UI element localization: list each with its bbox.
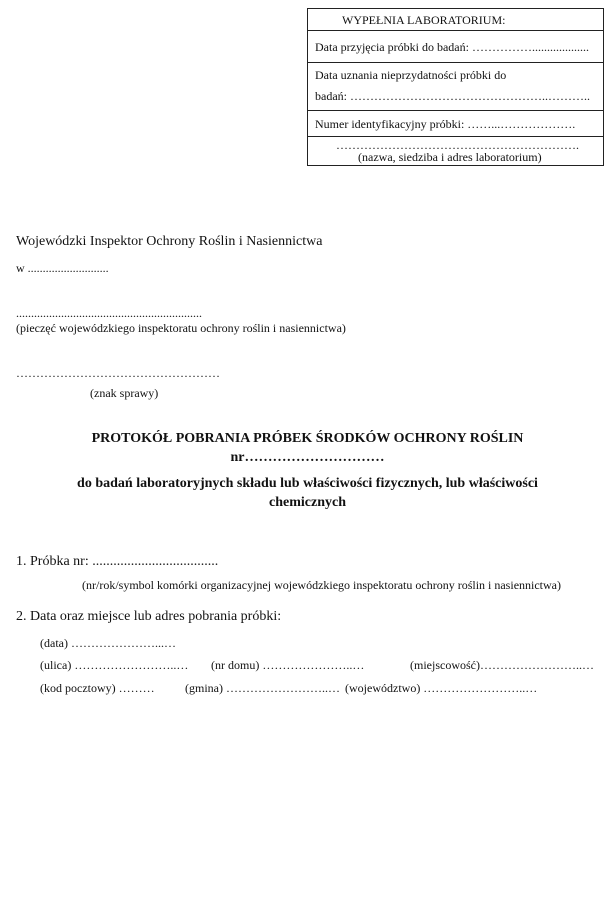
lab-header-row <box>308 9 603 31</box>
lab-header: WYPEŁNIA LABORATORIUM: <box>342 13 506 27</box>
unsuitability-date-field[interactable]: badań: …………………………………………..……….. <box>315 89 590 103</box>
postal-code-field[interactable]: (kod pocztowy) ……… <box>40 681 155 695</box>
unsuitability-label: Data uznania nieprzydatności próbki do <box>315 68 507 82</box>
protocol-title: PROTOKÓŁ POBRANIA PRÓBEK ŚRODKÓW OCHRONY ROŚLIN <box>91 431 524 446</box>
street-field[interactable]: (ulica) ……………………..… <box>40 658 189 672</box>
authority-title: Wojewódzki Inspektor Ochrony Roślin i Nasiennictwa <box>16 234 323 249</box>
protocol-subtitle-cont: chemicznych <box>269 495 346 510</box>
protocol-number-field[interactable]: nr………………………… <box>230 450 385 465</box>
sample-number-caption: (nr/rok/symbol komórki organizacyjnej wojewódzkiego inspektoratu ochrony roślin i nasiennictwa) <box>82 578 561 592</box>
gmina-field[interactable]: (gmina) ……………………..… <box>185 681 340 695</box>
sample-number-field[interactable]: 1. Próbka nr: .................................... <box>16 554 219 569</box>
sampling-place-heading: 2. Data oraz miejsce lub adres pobrania próbki: <box>16 609 282 624</box>
laboratory-box <box>307 8 604 166</box>
lab-name-field[interactable]: ……………………………………………………. <box>336 138 579 152</box>
sample-id-field[interactable]: Numer identyfikacyjny próbki: ……...………………. <box>315 117 576 131</box>
lab-name-caption: (nazwa, siedziba i adres laboratorium) <box>358 150 542 164</box>
protocol-subtitle: do badań laboratoryjnych składu lub właściwości fizycznych, lub właściwości <box>77 476 538 491</box>
lab-receipt-row <box>308 31 603 63</box>
case-number-caption: (znak sprawy) <box>90 386 159 400</box>
authority-location-field[interactable]: w ........................... <box>16 261 109 275</box>
stamp-caption: (pieczęć wojewódzkiego inspektoratu ochrony roślin i nasiennictwa) <box>16 321 346 335</box>
receipt-date-field[interactable]: Data przyjęcia próbki do badań: ……………................... <box>315 40 589 54</box>
lab-id-row <box>308 111 603 137</box>
lab-unsuitability-row <box>308 63 603 111</box>
voivodeship-field[interactable]: (województwo) ……………………..… <box>345 681 538 695</box>
house-number-field[interactable]: (nr domu) …………………..… <box>211 658 365 672</box>
city-field[interactable]: (miejscowość)……………………..… <box>410 658 594 672</box>
case-number-field[interactable]: …………………………………………… <box>16 366 220 380</box>
date-field[interactable]: (data) …………………...… <box>40 636 176 650</box>
stamp-field[interactable]: .............................................................. <box>16 306 202 320</box>
lab-name-row <box>308 137 603 165</box>
